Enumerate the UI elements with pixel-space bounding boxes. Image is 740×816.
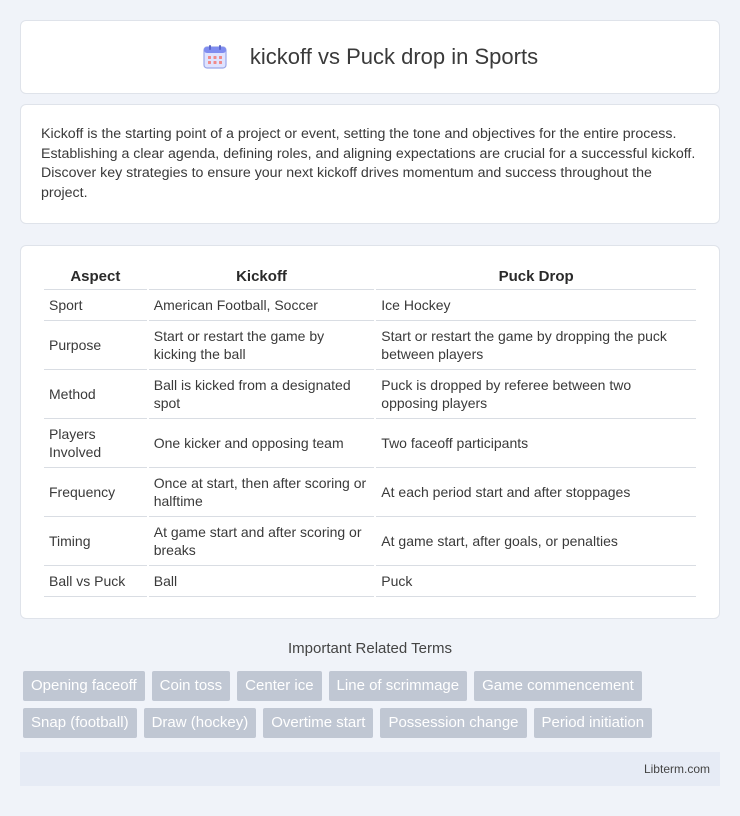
table-cell: Frequency xyxy=(44,468,147,517)
footer-site-link[interactable]: Libterm.com xyxy=(643,762,710,776)
comparison-card xyxy=(20,245,720,619)
table-cell: Two faceoff participants xyxy=(376,419,696,468)
table-cell: Ice Hockey xyxy=(376,290,696,321)
tag-game-commencement[interactable]: Game commencement xyxy=(474,671,642,701)
table-cell: One kicker and opposing team xyxy=(149,419,375,468)
tag-period-initiation[interactable]: Period initiation xyxy=(534,708,653,738)
table-row xyxy=(44,321,696,370)
title-card xyxy=(20,20,720,94)
table-cell: Purpose xyxy=(44,321,147,370)
table-row xyxy=(44,419,696,468)
table-cell: Ball vs Puck xyxy=(44,566,147,597)
table-cell: Start or restart the game by dropping the puck between players xyxy=(376,321,696,370)
table-cell: Ball is kicked from a designated spot xyxy=(149,370,375,419)
table-cell: At game start and after scoring or breaks xyxy=(149,517,375,566)
table-row xyxy=(44,517,696,566)
tag-line-of-scrimmage[interactable]: Line of scrimmage xyxy=(329,671,468,701)
table-cell: Sport xyxy=(44,290,147,321)
table-row xyxy=(44,370,696,419)
table-cell: Players Involved xyxy=(44,419,147,468)
table-cell: American Football, Soccer xyxy=(149,290,375,321)
tag-overtime-start[interactable]: Overtime start xyxy=(263,708,373,738)
calendar-icon xyxy=(202,44,228,70)
tag-opening-faceoff[interactable]: Opening faceoff xyxy=(23,671,145,701)
table-cell: Timing xyxy=(44,517,147,566)
tag-row xyxy=(23,708,723,738)
table-cell: Once at start, then after scoring or halftime xyxy=(149,468,375,517)
table-cell: Start or restart the game by kicking the ball xyxy=(149,321,375,370)
tag-center-ice[interactable]: Center ice xyxy=(237,671,321,701)
tag-coin-toss[interactable]: Coin toss xyxy=(152,671,231,701)
intro-paragraph: Kickoff is the starting point of a project or event, setting the tone and objectives for the entire process. Establishing a clear agenda, defining roles, and aligning expectations are crucial for a successful kickoff. Discover key strategies to ensure your next kickoff drives momentum and success throughout the project. xyxy=(41,126,696,201)
footer xyxy=(20,752,720,786)
table-cell: Puck xyxy=(376,566,696,597)
header-aspect: Aspect xyxy=(44,266,147,290)
page-title: kickoff vs Puck drop in Sports xyxy=(249,44,539,69)
table-cell: At each period start and after stoppages xyxy=(376,468,696,517)
table-header-row xyxy=(44,266,696,290)
table-cell: Ball xyxy=(149,566,375,597)
table-row xyxy=(44,566,696,597)
related-terms-title: Important Related Terms xyxy=(288,640,452,657)
table-cell: At game start, after goals, or penalties xyxy=(376,517,696,566)
table-row xyxy=(44,290,696,321)
tag-possession-change[interactable]: Possession change xyxy=(380,708,526,738)
tag-row xyxy=(23,671,723,701)
table-cell: Puck is dropped by referee between two opposing players xyxy=(376,370,696,419)
header-puck-drop: Puck Drop xyxy=(376,266,696,290)
tag-draw-hockey[interactable]: Draw (hockey) xyxy=(144,708,257,738)
related-terms-tags xyxy=(23,671,723,745)
table-row xyxy=(44,468,696,517)
comparison-table xyxy=(42,266,698,597)
header-kickoff: Kickoff xyxy=(149,266,375,290)
intro-card xyxy=(20,104,720,224)
tag-snap-football[interactable]: Snap (football) xyxy=(23,708,137,738)
table-cell: Method xyxy=(44,370,147,419)
